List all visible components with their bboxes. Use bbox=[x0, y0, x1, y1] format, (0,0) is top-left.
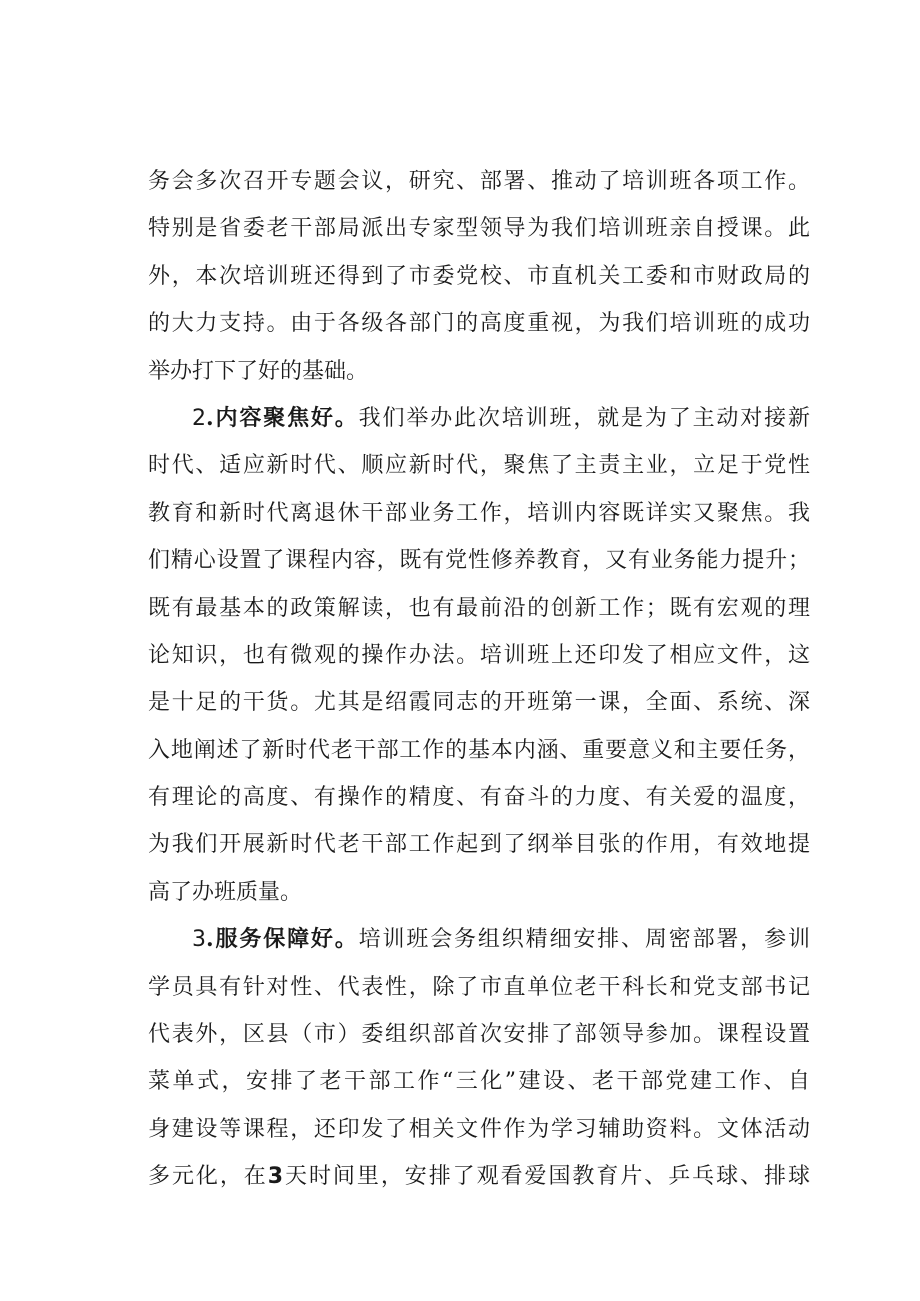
text-line: 既有最基本的政策解读，也有最前沿的创新工作；既有宏观的理 bbox=[148, 595, 810, 621]
text-line: 代表外，区县（市）委组织部首次安排了部领导参加。课程设置 bbox=[148, 1022, 810, 1048]
text-span: 培训班会务组织精细安排、周密部署，参训 bbox=[358, 927, 810, 953]
text-line: 高了办班质量。 bbox=[148, 879, 303, 905]
text-line: 举办打下了好的基础。 bbox=[148, 358, 369, 384]
text-line: 有理论的高度、有操作的精度、有奋斗的力度、有关爱的温度， bbox=[148, 785, 810, 811]
paragraph-1 bbox=[148, 158, 810, 395]
text-line: 教育和新时代离退休干部业务工作，培训内容既详实又聚焦。我 bbox=[148, 500, 810, 526]
text-line bbox=[148, 1153, 810, 1200]
text-line: 为我们开展新时代老干部工作起到了纲举目张的作用，有效地提 bbox=[148, 832, 810, 858]
section-heading: .服务保障好。 bbox=[206, 926, 359, 953]
text-line: 菜单式，安排了老干部工作“三化”建设、老干部党建工作、自 bbox=[148, 1069, 810, 1095]
text-span: 我们举办此次培训班，就是为了主动对接新 bbox=[358, 405, 810, 431]
section-heading: .内容聚焦好。 bbox=[206, 404, 359, 431]
text-line: 的大力支持。由于各级各部门的高度重视，为我们培训班的成功 bbox=[148, 311, 810, 337]
text-span: 多元化，在 bbox=[148, 1164, 268, 1190]
paragraph-3 bbox=[148, 916, 810, 1200]
text-line: 时代、适应新时代、顺应新时代，聚焦了主责主业，立足于党性 bbox=[148, 453, 810, 479]
text-line: 务会多次召开专题会议，研究、部署、推动了培训班各项工作。 bbox=[148, 169, 810, 194]
text-line: 是十足的干货。尤其是绍霞同志的开班第一课，全面、系统、深 bbox=[148, 690, 810, 716]
paragraph-first-line bbox=[148, 916, 810, 963]
text-line: 身建设等课程，还印发了相关文件作为学习辅助资料。文体活动 bbox=[148, 1116, 810, 1142]
text-span: 天时间里，安排了观看爱国教育片、乒乓球、排球 bbox=[283, 1164, 810, 1190]
paragraph-first-line bbox=[148, 395, 810, 442]
text-line: 论知识，也有微观的操作办法。培训班上还印发了相应文件，这 bbox=[148, 642, 810, 668]
section-number: 2 bbox=[192, 405, 206, 431]
inline-number: 3 bbox=[267, 1164, 284, 1190]
text-line: 外，本次培训班还得到了市委党校、市直机关工委和市财政局的 bbox=[148, 263, 810, 289]
text-line: 们精心设置了课程内容，既有党性修养教育，又有业务能力提升； bbox=[148, 548, 810, 574]
text-line: 学员具有针对性、代表性，除了市直单位老干科长和党支部书记 bbox=[148, 974, 810, 1000]
text-line: 入地阐述了新时代老干部工作的基本内涵、重要意义和主要任务， bbox=[148, 737, 810, 763]
document-body bbox=[148, 158, 810, 1201]
paragraph-2 bbox=[148, 395, 810, 916]
text-line: 特别是省委老干部局派出专家型领导为我们培训班亲自授课。此 bbox=[148, 216, 810, 242]
section-number: 3 bbox=[192, 927, 206, 953]
